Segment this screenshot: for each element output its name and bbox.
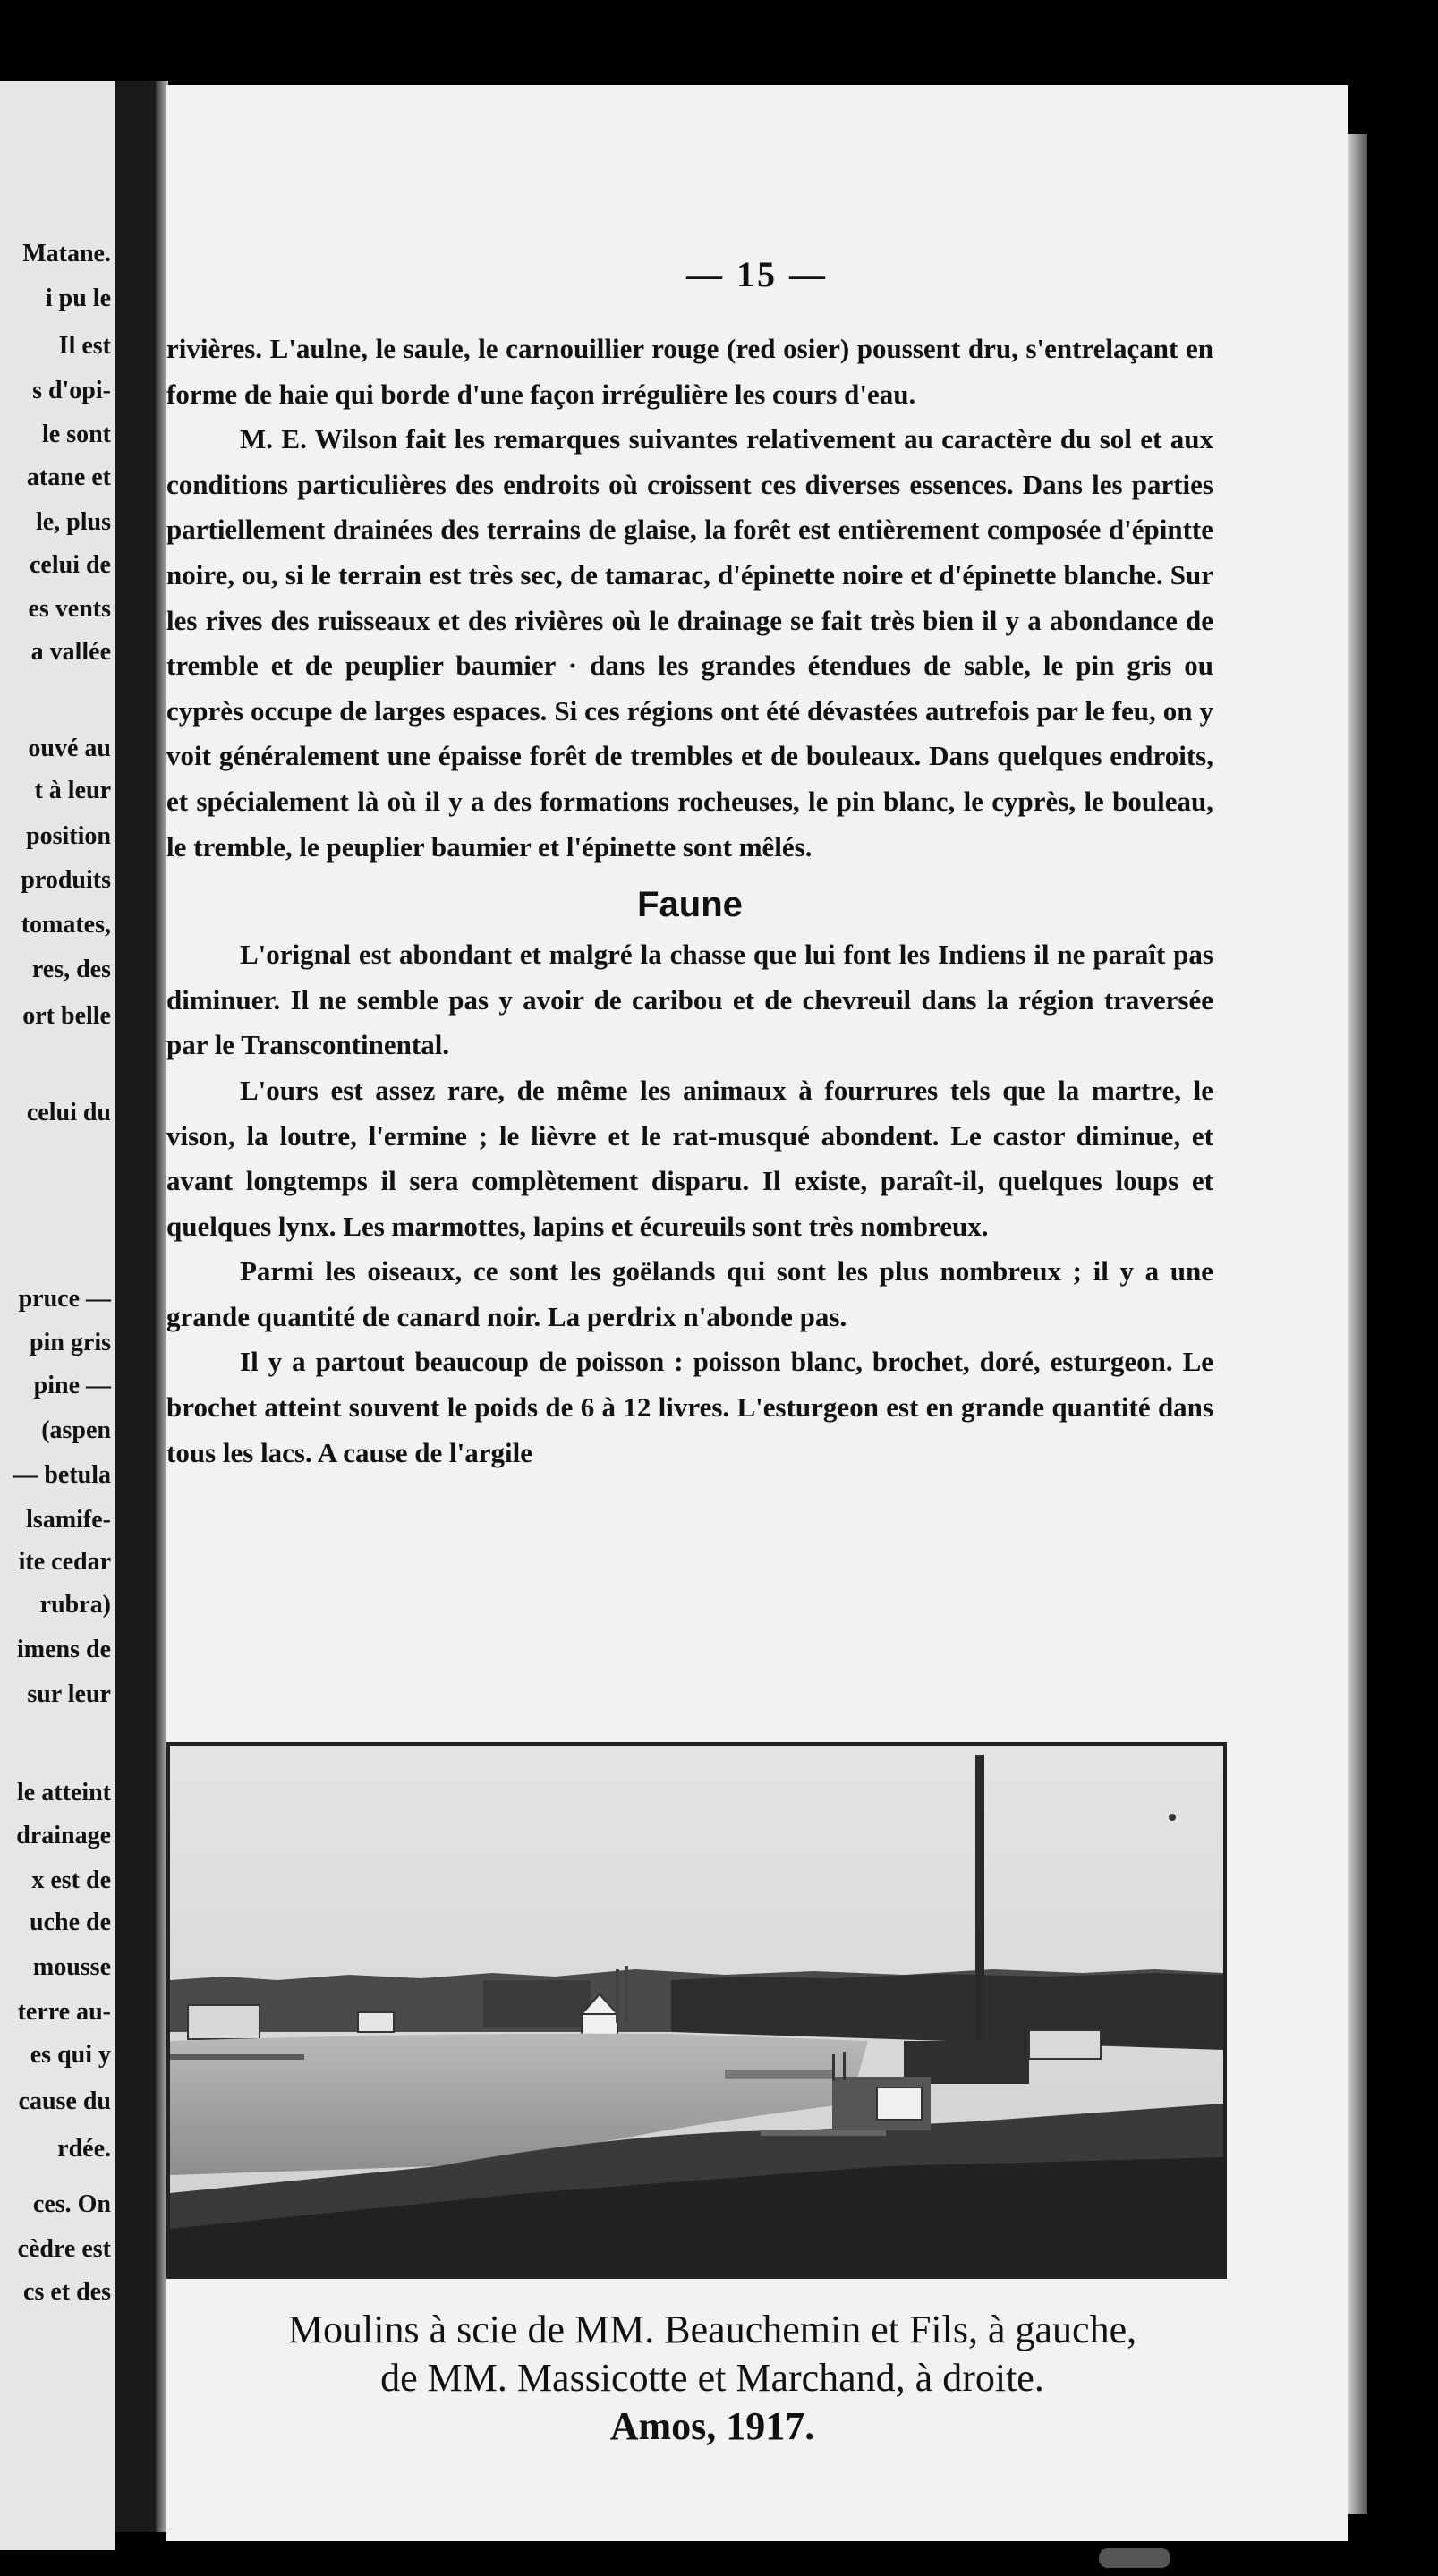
left-page-fragment: drainage [16,1822,111,1849]
left-page-fragment: ouvé au [28,735,111,762]
left-page-fragment: s d'opi- [32,377,111,404]
left-page-fragment: tomates, [21,911,111,939]
left-page-fragment: t à leur [34,777,111,804]
paragraph: L'orignal est abondant et malgré la chasse que lui font les Indiens il ne paraît pas diminuer. Il ne semble pas y avoir de caribou et de chevreuil dans la région traversée par le Transcontinental. [166,939,1213,1061]
page-number: — 15 — [686,254,828,294]
left-page-fragment: ort belle [22,1002,111,1030]
left-page-fragment: sur leur [27,1680,111,1708]
left-page-fragment: produits [21,866,111,894]
left-page-fragment: lsamife- [26,1506,111,1534]
page [166,85,1348,2541]
paragraph: rivières. L'aulne, le saule, le carnouillier rouge (red osier) poussent dru, s'entrelaçant en forme de haie qui borde d'une façon irrégulière les cours d'eau. [166,333,1213,410]
left-page-fragment: imens de [17,1636,111,1663]
left-page-fragment: a vallée [30,638,111,666]
left-page-fragment: Matane. [22,240,111,268]
left-page-fragment: le, plus [35,508,111,536]
left-page-fragment: rdée. [57,2135,111,2163]
left-page-fragment: (aspen [41,1416,111,1444]
left-page-fragment: uche de [30,1909,111,1936]
caption-line-2: de MM. Massicotte et Marchand, à droite. [380,2356,1044,2400]
left-page-fragment: pruce — [18,1285,111,1313]
left-page-fragment: terre au- [17,1998,111,2026]
left-page-fragment: le atteint [17,1779,111,1807]
left-page-fragment: i pu le [45,285,111,312]
body-text [166,327,1213,1475]
left-page-fragment: atane et [26,463,111,491]
left-page-fragment: celui du [26,1099,111,1126]
left-page-fragment: cause du [18,2087,111,2115]
scan-artifact [1099,2548,1170,2568]
caption-line-3: Amos, 1917. [609,2404,815,2448]
left-page-fragment: pine — [33,1372,111,1399]
left-page-fragment: es vents [28,595,111,623]
left-page-fragment: — betula [13,1461,111,1489]
left-page-fragment: cèdre est [17,2235,111,2263]
left-page-fragment: ces. On [32,2190,111,2218]
photo-caption [166,2306,1258,2451]
left-page-fragment: celui de [30,551,111,579]
paragraph: Il y a partout beaucoup de poisson : poisson blanc, brochet, doré, esturgeon. Le brochet atteint souvent le poids de 6 à 12 livres. L'esturgeon est en grande quantité dans tous les lacs. A cause de l'argile [166,1346,1213,1468]
left-page-fragment: x est de [31,1866,111,1894]
paragraph: M. E. Wilson fait les remarques suivantes relativement au caractère du sol et aux conditions particulières des endroits où croissent ces diverses essences. Dans les parties partiellement drainées des terrains de glaise, la forêt est entièrement composée d'épintte noire, ou, si le terrain est très sec, de tamarac, d'épinette noire et d'épinette blanche. Sur les rives des ruisseaux et des rivières où le drainage se fait très bien il y a abondance de tremble et de peuplier baumier · dans les grandes étendues de sable, le pin gris ou cyprès occupe de larges espaces. Si ces régions ont été dévastées autrefois par le feu, on y voit généralement une épaisse forêt de trembles et de bouleaux. Dans quelques endroits, et spécialement là où il y a des formations rocheuses, le pin blanc, le cyprès, le bouleau, le tremble, le peuplier baumier et l'épinette sont mêlés. [166,423,1213,863]
caption-line-1: Moulins à scie de MM. Beauchemin et Fils, à gauche, [287,2308,1137,2351]
left-page-fragment: rubra) [39,1591,111,1619]
book-gutter [115,81,161,2532]
left-page-fragment: cs et des [23,2278,111,2306]
page-edge-shadow [1348,134,1367,2514]
left-page-fragment: Il est [58,332,111,360]
left-page-fragment: pin gris [29,1329,111,1356]
paragraph: Parmi les oiseaux, ce sont les goëlands qui sont les plus nombreux ; il y a une grande quantité de canard noir. La perdrix n'abonde pas. [166,1255,1213,1332]
sawmill-photo [166,1742,1227,2279]
paragraph: L'ours est assez rare, de même les animaux à fourrures tels que la martre, le vison, la loutre, l'ermine ; le lièvre et le rat-musqué abondent. Le castor diminue, et avant longtemps il sera complètement disparu. Il existe, paraît-il, quelques loups et quelques lynx. Les marmottes, lapins et écureuils sont très nombreux. [166,1074,1213,1242]
left-page-fragment: ite cedar [18,1548,111,1576]
left-page-fragment: le sont [42,421,111,448]
left-page-fragment: es qui y [30,2041,111,2069]
sawmill-photo-image [170,1746,1223,2275]
left-page-fragment: res, des [31,956,111,983]
left-page-fragment: mousse [32,1953,111,1981]
left-page-fragment: position [26,822,111,850]
section-heading-faune: Faune [637,885,743,925]
left-page-edge [0,81,115,2550]
